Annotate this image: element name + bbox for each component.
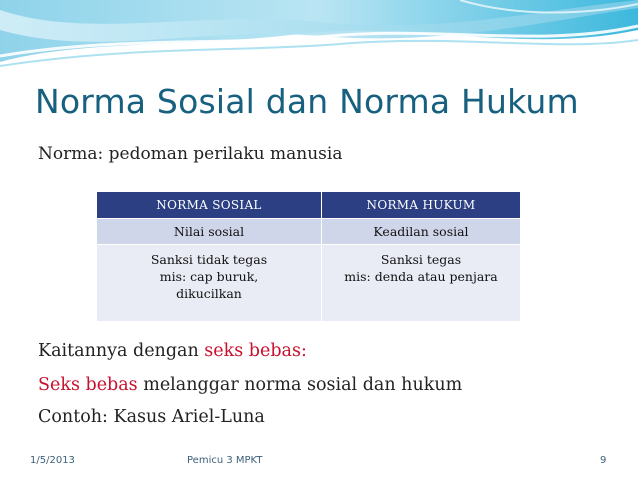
highlight-seks-bebas: seks bebas: — [204, 341, 307, 361]
cell-keadilan-sosial: Keadilan sosial — [322, 219, 521, 245]
highlight-seks-bebas-2: Seks bebas — [38, 375, 138, 395]
header-norma-sosial: NORMA SOSIAL — [97, 192, 322, 219]
body-line-contoh: Contoh: Kasus Ariel-Luna — [38, 407, 265, 427]
table-row — [97, 245, 521, 322]
slide-subtitle: Norma: pedoman perilaku manusia — [38, 144, 343, 164]
footer-page-number: 9 — [600, 455, 607, 466]
norma-comparison-table — [96, 191, 521, 322]
cell-sanksi-hukum: Sanksi tegas mis: denda atau penjara — [322, 245, 521, 322]
footer-center-text: Pemicu 3 MPKT — [187, 455, 263, 466]
cell-nilai-sosial: Nilai sosial — [97, 219, 322, 245]
cell-sanksi-sosial: Sanksi tidak tegas mis: cap buruk, dikucilkan — [97, 245, 322, 322]
body-line-kaitannya: Kaitannya dengan seks bebas: — [38, 341, 307, 361]
table-header-row — [97, 192, 521, 219]
header-norma-hukum: NORMA HUKUM — [322, 192, 521, 219]
table-row — [97, 219, 521, 245]
decorative-wave-banner — [0, 0, 638, 80]
slide-title: Norma Sosial dan Norma Hukum — [35, 82, 579, 121]
body-line-melanggar: Seks bebas melanggar norma sosial dan hukum — [38, 375, 463, 395]
footer-date: 1/5/2013 — [30, 455, 75, 466]
